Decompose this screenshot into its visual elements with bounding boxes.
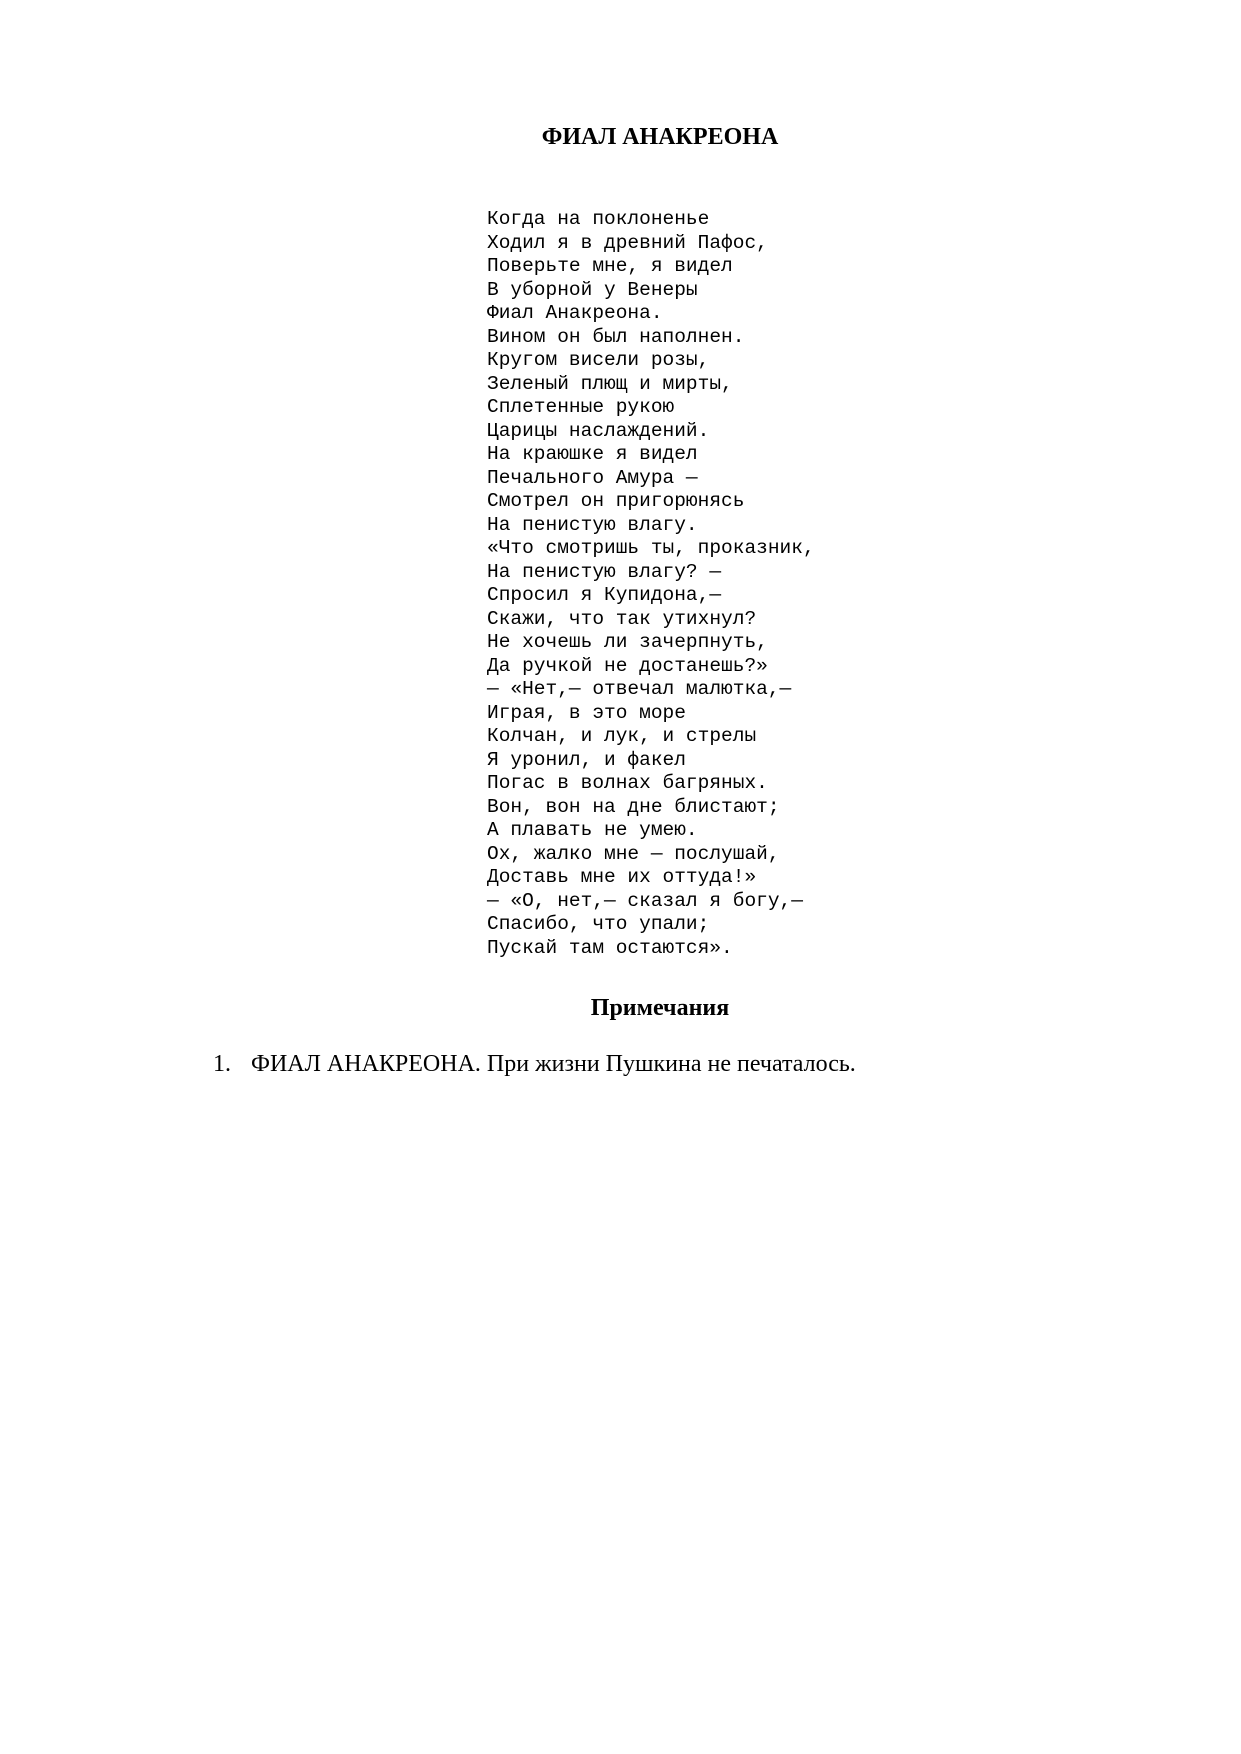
poem-line: На краюшке я видел: [487, 443, 698, 465]
poem-line: Сплетенные рукою: [487, 396, 675, 418]
poem-line: Не хочешь ли зачерпнуть,: [487, 631, 768, 653]
poem-line: Фиал Анакреона.: [487, 302, 663, 324]
poem-line: Поверьте мне, я видел: [487, 255, 733, 277]
document-title: ФИАЛ АНАКРЕОНА: [541, 124, 779, 150]
note-text: ФИАЛ АНАКРЕОНА. При жизни Пушкина не печаталось.: [251, 1051, 856, 1077]
poem-line: Печального Амура —: [487, 466, 698, 489]
poem-line: Скажи, что так утихнул?: [487, 607, 757, 630]
poem-line: Ходил я в древний Пафос,: [487, 231, 768, 254]
poem-line: В уборной у Венеры: [487, 278, 698, 301]
poem-text: [487, 208, 815, 960]
poem-line: Играя, в это море: [487, 701, 686, 724]
poem-line: Кругом висели розы,: [487, 349, 710, 371]
poem-line: Да ручкой не достанешь?»: [487, 654, 768, 677]
poem-line: На пенистую влагу.: [487, 513, 698, 536]
poem-line: Ох, жалко мне — послушай,: [487, 842, 780, 865]
poem-line: Спасибо, что упали;: [487, 913, 710, 935]
poem-line: Пускай там остаются».: [487, 936, 733, 959]
poem-line: Смотрел он пригорюнясь: [487, 490, 745, 512]
poem-line: Когда на поклоненье: [487, 208, 710, 230]
poem-line: Погас в волнах багряных.: [487, 772, 768, 794]
poem-line: Я уронил, и факел: [487, 748, 686, 771]
poem-line: «Что смотришь ты, проказник,: [487, 537, 815, 559]
poem-line: Вином он был наполнен.: [487, 325, 745, 348]
poem-line: Спросил я Купидона,—: [487, 584, 722, 606]
poem-line: На пенистую влагу? —: [487, 560, 722, 583]
poem-line: А плавать не умею.: [487, 819, 698, 841]
poem-line: — «О, нет,— сказал я богу,—: [487, 889, 803, 912]
note-number: 1.: [213, 1051, 231, 1077]
note-item: [213, 1050, 856, 1078]
poem-line: Колчан, и лук, и стрелы: [487, 725, 757, 747]
notes-heading: Примечания: [590, 995, 730, 1021]
notes-list: [213, 1050, 856, 1078]
poem-line: Зеленый плющ и мирты,: [487, 372, 733, 395]
poem-line: Доставь мне их оттуда!»: [487, 866, 757, 888]
poem-line: Вон, вон на дне блистают;: [487, 795, 780, 818]
poem-line: Царицы наслаждений.: [487, 419, 710, 442]
poem-line: — «Нет,— отвечал малютка,—: [487, 678, 792, 700]
